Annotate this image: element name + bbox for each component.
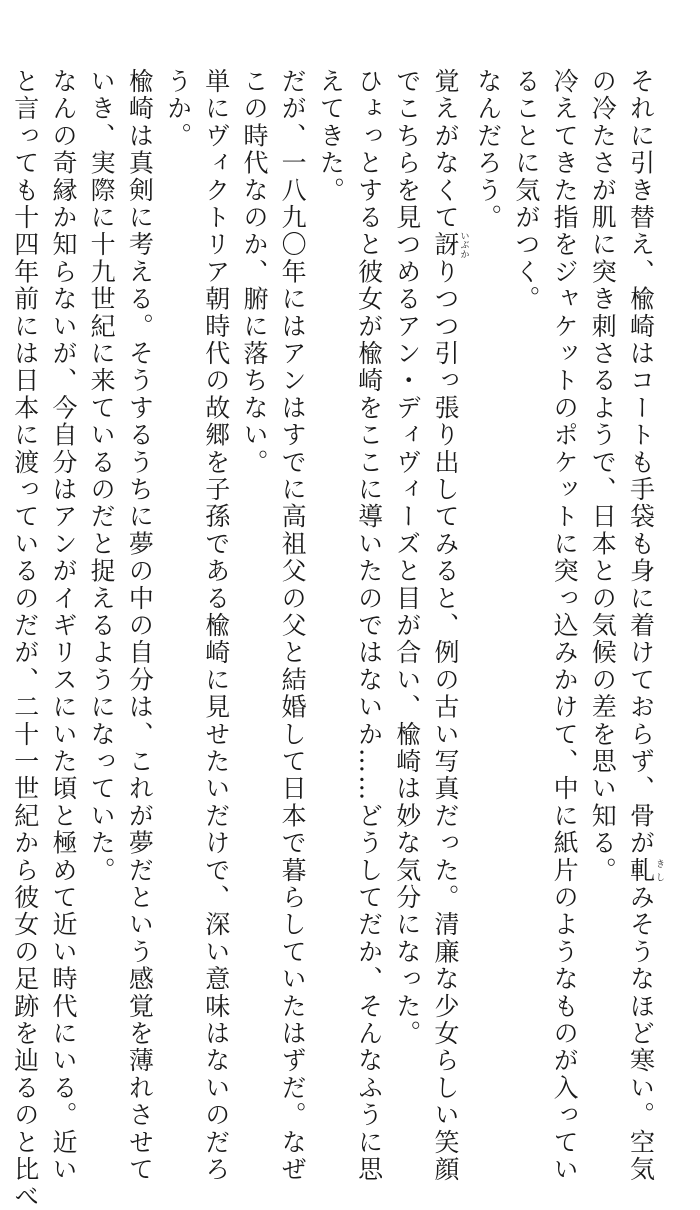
text-line-15: いき、実際に十九世紀に来ているのだと捉えるようになっていた。 — [87, 68, 117, 884]
text-line-9: えてきた。 — [316, 68, 346, 204]
text-line-6-head: 覚えがなくて — [430, 68, 460, 232]
text-line-6-tail: りつつ引っ張り出してみると、例の古い写真だった。清廉な少女らしい笑顔 — [430, 258, 460, 1184]
text-line-5: なんだろう。 — [473, 68, 503, 232]
text-line-4: ることに気がつく。 — [511, 68, 541, 313]
ruby-kishi-reading: きし — [654, 856, 664, 885]
text-line-7: でこちらを見つめるアン・ディヴィーズと目が合い、楡崎は妙な気分になった。 — [392, 68, 422, 1048]
text-line-1 — [621, 68, 664, 1184]
text-line-1-head: それに引き替え、楡崎はコートも手袋も身に着けておらず、骨が — [626, 68, 656, 857]
text-line-10: だが、一八九〇年にはアンはすでに高祖父の父と結婚して日本で暮らしていたはずだ。なぜ — [278, 68, 308, 1184]
text-line-11: この時代なのか、腑に落ちない。 — [239, 68, 269, 476]
ruby-kishi-base: 軋 — [626, 856, 656, 885]
text-line-8: ひょっとすると彼女が楡崎をここに導いたのではないか……どうしてだか、そんなふうに思 — [354, 68, 384, 1184]
text-line-13: うか。 — [163, 68, 193, 150]
vertical-text-body — [6, 68, 664, 1210]
text-line-14: 楡崎は真剣に考える。そうするうちに夢の中の自分は、これが夢だという感覚を薄れさせて — [125, 68, 155, 1184]
text-line-1-tail: みそうなほど寒い。空気 — [626, 884, 656, 1184]
text-line-17: と言っても十四年前には日本に渡っているのだが、二十一世紀から彼女の足跡を辿るのと比べ — [10, 68, 40, 1210]
text-line-3: 冷えてきた指をジャケットのポケットに突っ込みかけて、中に紙片のようなものが入ってい — [550, 68, 580, 1184]
ruby-ibukari-reading: いぶか — [458, 231, 469, 259]
text-line-16: なんの奇縁か知らないが、今自分はアンがイギリスにいた頃と極めて近い時代にいる。近い — [48, 68, 78, 1184]
text-line-6 — [426, 68, 469, 1184]
text-line-2: の冷たさが肌に突き刺さるようで、日本との気候の差を思い知る。 — [588, 68, 618, 884]
ruby-ibukari-base: 訝 — [430, 231, 460, 259]
ruby-kishi — [626, 856, 664, 885]
ruby-ibukari — [430, 231, 469, 259]
text-line-12: 単にヴィクトリア朝時代の故郷を子孫である楡崎に見せたいだけで、深い意味はないのだろ — [201, 68, 231, 1184]
